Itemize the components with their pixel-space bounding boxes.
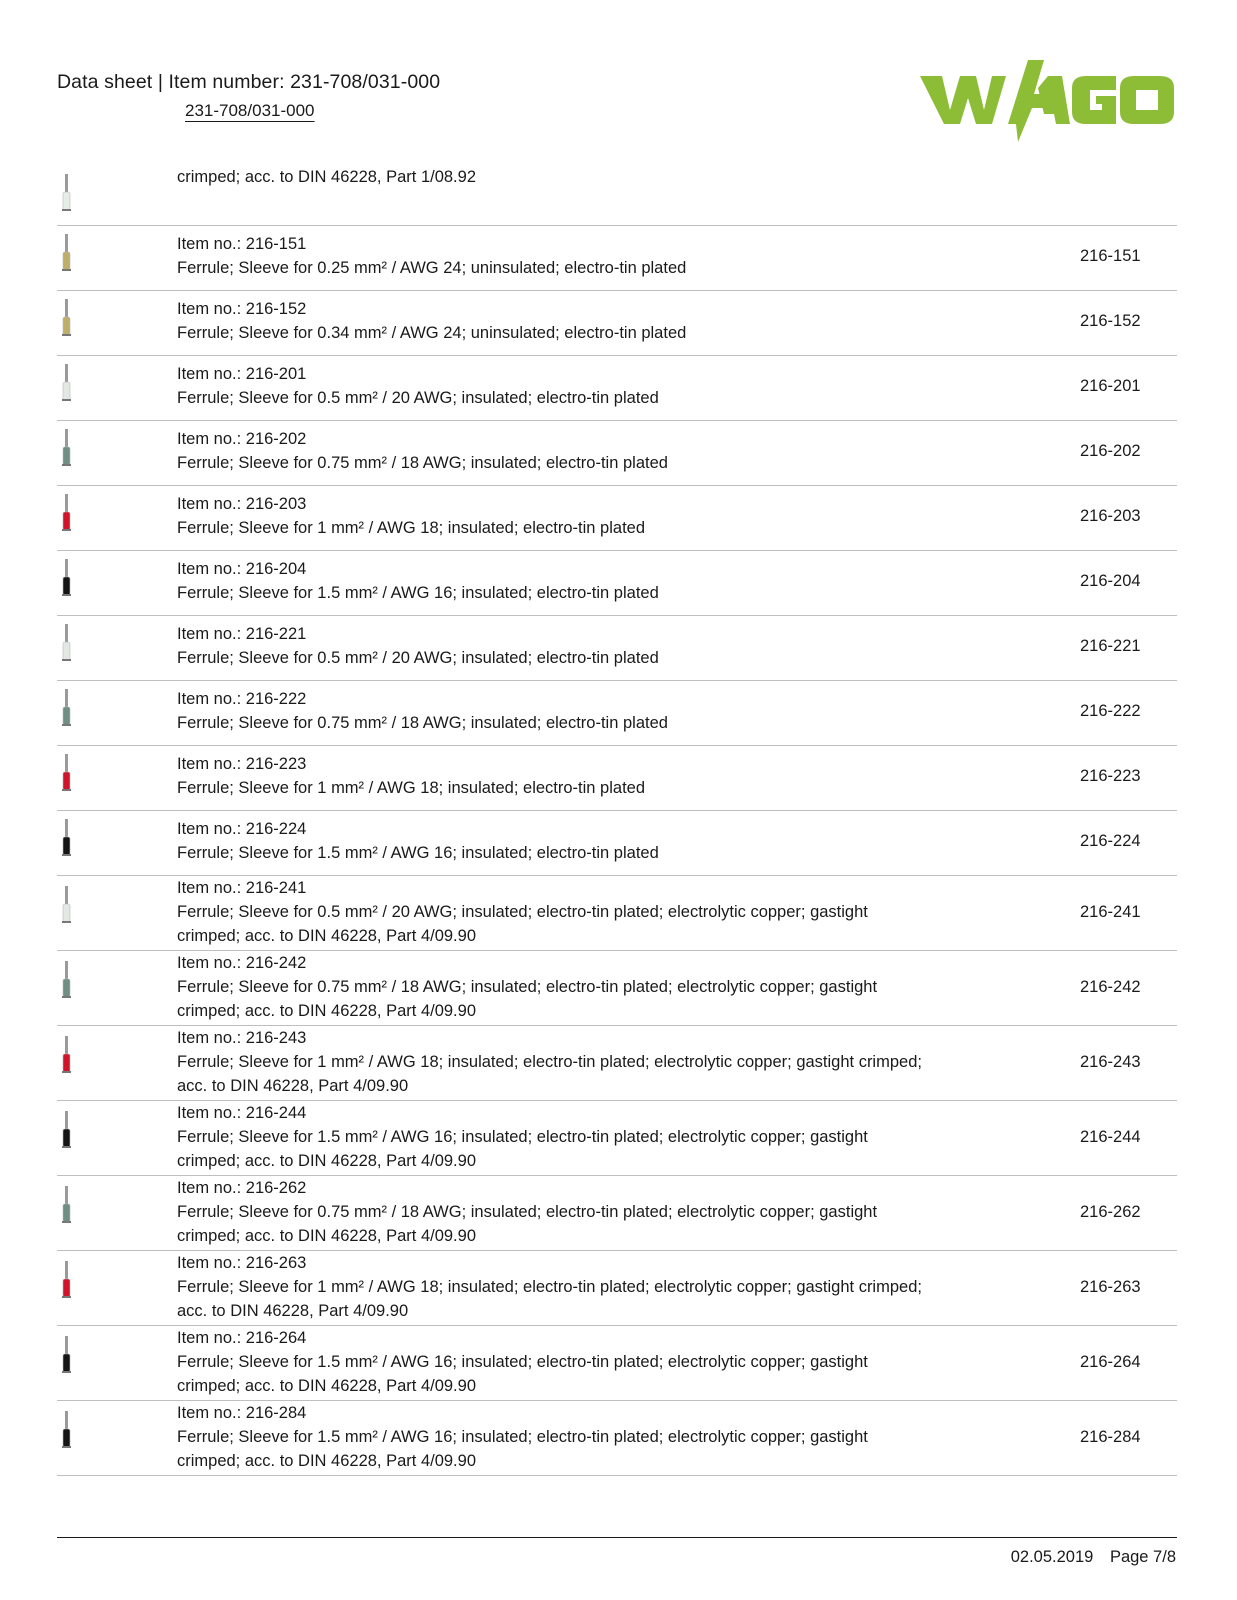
item-description	[177, 492, 645, 540]
item-description-line: crimped; acc. to DIN 46228, Part 4/09.90	[177, 1152, 476, 1170]
ferrule-thumbnail-icon	[57, 1326, 97, 1400]
item-code: 216-202	[1080, 442, 1141, 460]
table-row	[57, 811, 1177, 876]
item-description	[177, 165, 476, 189]
item-description	[177, 876, 868, 948]
item-code: 216-224	[1080, 832, 1141, 850]
item-code: 216-262	[1080, 1203, 1141, 1221]
ferrule-thumbnail-icon	[57, 421, 97, 485]
table-row	[57, 421, 1177, 486]
item-code: 216-201	[1080, 377, 1141, 395]
table-row	[57, 160, 1177, 226]
item-description-line: Ferrule; Sleeve for 0.5 mm² / 20 AWG; insulated; electro-tin plated; electrolytic copper; gastight	[177, 903, 868, 921]
ferrule-thumbnail-icon	[57, 226, 97, 290]
item-description-line: Ferrule; Sleeve for 0.5 mm² / 20 AWG; insulated; electro-tin plated	[177, 389, 659, 407]
table-row	[57, 1101, 1177, 1176]
item-description-line: Ferrule; Sleeve for 0.75 mm² / 18 AWG; insulated; electro-tin plated; electrolytic copper; gastight	[177, 978, 878, 996]
item-description-line: Ferrule; Sleeve for 1 mm² / AWG 18; insulated; electro-tin plated	[177, 779, 646, 797]
ferrule-thumbnail-icon	[57, 1101, 97, 1175]
item-description	[177, 232, 686, 280]
item-number-label: Item no.: 216-241	[177, 879, 307, 897]
ferrule-thumbnail-icon	[57, 951, 97, 1025]
item-code: 216-222	[1080, 702, 1141, 720]
ferrule-thumbnail-icon	[57, 1251, 97, 1325]
ferrule-thumbnail-icon	[57, 551, 97, 615]
item-description-line: acc. to DIN 46228, Part 4/09.90	[177, 1302, 409, 1320]
item-number-label: Item no.: 216-264	[177, 1329, 307, 1347]
ferrule-thumbnail-icon	[57, 356, 97, 420]
item-number-label: Item no.: 216-263	[177, 1254, 307, 1272]
ferrule-thumbnail-icon	[57, 1401, 97, 1475]
item-description	[177, 1251, 922, 1323]
item-description-line: Ferrule; Sleeve for 1 mm² / AWG 18; insulated; electro-tin plated; electrolytic copper; gastight crimped;	[177, 1278, 922, 1296]
footer-page-number: Page 7/8	[1109, 1548, 1176, 1566]
item-number-label: Item no.: 216-284	[177, 1404, 307, 1422]
ferrule-thumbnail-icon	[57, 746, 97, 810]
item-description	[177, 817, 659, 865]
item-description-line: acc. to DIN 46228, Part 4/09.90	[177, 1077, 409, 1095]
footer	[999, 1548, 1176, 1567]
ferrule-thumbnail-icon	[57, 1176, 97, 1250]
item-number-label: Item no.: 216-203	[177, 495, 307, 513]
table-row	[57, 681, 1177, 746]
item-code: 216-203	[1080, 507, 1141, 525]
table-row	[57, 1176, 1177, 1251]
page-title: Data sheet | Item number: 231-708/031-000	[57, 71, 441, 93]
table-row	[57, 876, 1177, 951]
item-code: 216-263	[1080, 1278, 1141, 1296]
item-code: 216-284	[1080, 1428, 1141, 1446]
item-number-label: Item no.: 216-244	[177, 1104, 307, 1122]
item-number-label: Item no.: 216-221	[177, 625, 307, 643]
ferrule-thumbnail-icon	[57, 681, 97, 745]
item-description	[177, 557, 659, 605]
item-number-label: Item no.: 216-151	[177, 235, 307, 253]
item-description-line: crimped; acc. to DIN 46228, Part 4/09.90	[177, 1377, 476, 1395]
item-number-label: Item no.: 216-152	[177, 300, 307, 318]
item-description-line: Ferrule; Sleeve for 0.25 mm² / AWG 24; uninsulated; electro-tin plated	[177, 259, 687, 277]
table-row	[57, 1026, 1177, 1101]
item-description-line: Ferrule; Sleeve for 0.75 mm² / 18 AWG; insulated; electro-tin plated; electrolytic copper; gastight	[177, 1203, 878, 1221]
table-row	[57, 1401, 1177, 1476]
item-description-line: Ferrule; Sleeve for 1 mm² / AWG 18; insulated; electro-tin plated; electrolytic copper; gastight crimped;	[177, 1053, 922, 1071]
item-number-label: Item no.: 216-242	[177, 954, 307, 972]
item-description-line: Ferrule; Sleeve for 1.5 mm² / AWG 16; insulated; electro-tin plated	[177, 584, 659, 602]
item-description-line: Ferrule; Sleeve for 1.5 mm² / AWG 16; insulated; electro-tin plated; electrolytic copper; gastight	[177, 1128, 868, 1146]
table-row	[57, 486, 1177, 551]
table-row	[57, 1326, 1177, 1401]
item-description-line: Ferrule; Sleeve for 1.5 mm² / AWG 16; insulated; electro-tin plated; electrolytic copper; gastight	[177, 1353, 868, 1371]
item-description	[177, 427, 668, 475]
wago-logo	[920, 58, 1174, 142]
item-description	[177, 622, 659, 670]
item-number-label: Item no.: 216-223	[177, 755, 307, 773]
item-code: 216-221	[1080, 637, 1141, 655]
item-code: 216-151	[1080, 247, 1141, 265]
item-code: 216-152	[1080, 312, 1141, 330]
item-description	[177, 687, 668, 735]
item-description	[177, 297, 686, 345]
item-code: 216-241	[1080, 903, 1141, 921]
table-row	[57, 951, 1177, 1026]
item-description	[177, 951, 877, 1023]
item-description	[177, 1326, 868, 1398]
table-row	[57, 356, 1177, 421]
accessory-table	[57, 160, 1177, 1476]
table-row	[57, 1251, 1177, 1326]
item-number-link[interactable]: 231-708/031-000	[185, 101, 315, 120]
ferrule-thumbnail-icon	[57, 811, 97, 875]
item-description	[177, 1101, 868, 1173]
item-description-line: crimped; acc. to DIN 46228, Part 4/09.90	[177, 1227, 476, 1245]
item-code: 216-244	[1080, 1128, 1141, 1146]
item-description-line: Ferrule; Sleeve for 0.5 mm² / 20 AWG; insulated; electro-tin plated	[177, 649, 659, 667]
table-row	[57, 291, 1177, 356]
item-description-line: Ferrule; Sleeve for 0.75 mm² / 18 AWG; insulated; electro-tin plated	[177, 454, 668, 472]
item-description-line: crimped; acc. to DIN 46228, Part 4/09.90	[177, 1002, 476, 1020]
ferrule-thumbnail-icon	[57, 291, 97, 355]
item-number-label: Item no.: 216-202	[177, 430, 307, 448]
ferrule-thumbnail-icon	[57, 616, 97, 680]
item-description-line: crimped; acc. to DIN 46228, Part 4/09.90	[177, 1452, 476, 1470]
table-row	[57, 551, 1177, 616]
item-code: 216-223	[1080, 767, 1141, 785]
item-description-line: Ferrule; Sleeve for 1.5 mm² / AWG 16; insulated; electro-tin plated; electrolytic copper; gastight	[177, 1428, 868, 1446]
item-description	[177, 752, 645, 800]
item-number-label: Item no.: 216-222	[177, 690, 307, 708]
item-description	[177, 1176, 877, 1248]
item-number-label: Item no.: 216-201	[177, 365, 307, 383]
item-number-label: Item no.: 216-243	[177, 1029, 307, 1047]
table-row	[57, 226, 1177, 291]
item-description	[177, 1401, 868, 1473]
item-description-line: Ferrule; Sleeve for 0.75 mm² / 18 AWG; insulated; electro-tin plated	[177, 714, 668, 732]
item-number-label: Item no.: 216-204	[177, 560, 307, 578]
item-description-line: Ferrule; Sleeve for 0.34 mm² / AWG 24; uninsulated; electro-tin plated	[177, 324, 687, 342]
table-row	[57, 746, 1177, 811]
item-code: 216-242	[1080, 978, 1141, 996]
footer-divider	[57, 1537, 1177, 1538]
table-row	[57, 616, 1177, 681]
item-number-label: Item no.: 216-224	[177, 820, 307, 838]
item-description-line: Ferrule; Sleeve for 1 mm² / AWG 18; insulated; electro-tin plated	[177, 519, 646, 537]
item-description-line: crimped; acc. to DIN 46228, Part 4/09.90	[177, 927, 476, 945]
item-number-label: Item no.: 216-262	[177, 1179, 307, 1197]
ferrule-thumbnail-icon	[57, 486, 97, 550]
ferrule-thumbnail-icon	[57, 876, 97, 950]
item-code: 216-204	[1080, 572, 1141, 590]
item-code: 216-264	[1080, 1353, 1141, 1371]
item-code: 216-243	[1080, 1053, 1141, 1071]
item-description-line: crimped; acc. to DIN 46228, Part 1/08.92	[177, 168, 476, 186]
item-description	[177, 362, 659, 410]
item-description-line: Ferrule; Sleeve for 1.5 mm² / AWG 16; insulated; electro-tin plated	[177, 844, 659, 862]
item-description	[177, 1026, 922, 1098]
ferrule-thumbnail-icon	[57, 160, 97, 225]
footer-date: 02.05.2019	[1010, 1548, 1094, 1566]
ferrule-thumbnail-icon	[57, 1026, 97, 1100]
